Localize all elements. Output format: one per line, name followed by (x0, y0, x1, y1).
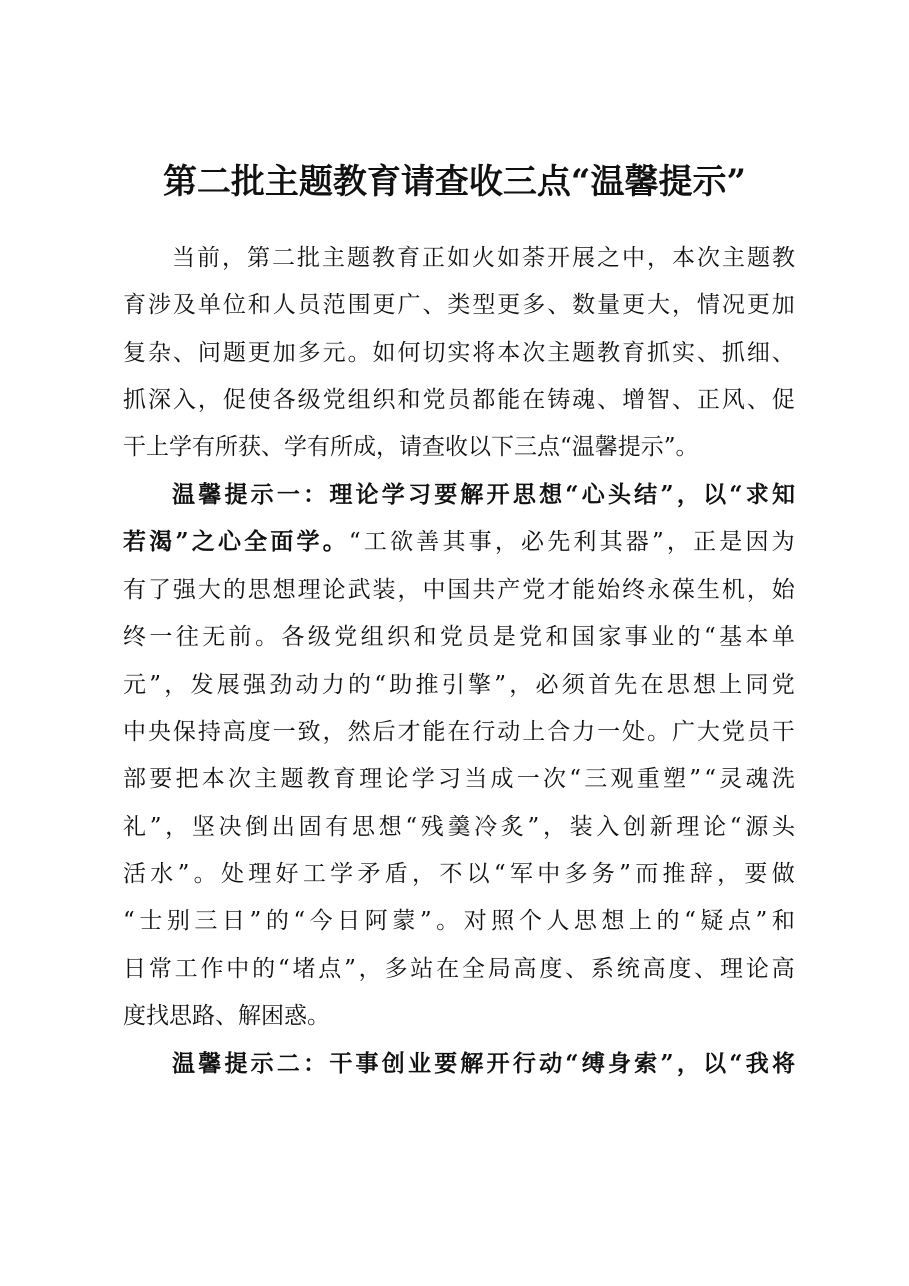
text-line (0, 996, 909, 1036)
text-line (0, 285, 909, 325)
text-line-content: 育 涉 及 单 位 和 人 员 范 围 更 广 、 类 型 更 多 、 数 量 更 大 ， 情 况 更 加 (123, 292, 795, 318)
text-line-content: 部 要 把 本 次 主 题 教 育 理 论 学 习 当 成 一 次 “ 三 观 重 塑 ” “ 灵 魂 洗 (123, 766, 795, 792)
text-line-content: 复 杂 、 问 题 更 加 多 元 。 如 何 切 实 将 本 次 主 题 教 育 抓 实 、 抓 细 、 (123, 340, 795, 366)
text-line (0, 712, 909, 752)
text-line-content: 度 找 思 路 、 解 困 惑 。 (123, 1003, 330, 1029)
text-line-content: 有 了 强 大 的 思 想 理 论 武 装 ， 中 国 共 产 党 才 能 始 终 永 葆 生 机 ， 始 (123, 577, 795, 603)
text-line (0, 380, 909, 420)
text-line (0, 759, 909, 799)
text-line (0, 475, 909, 515)
text-line-content: 日 常 工 作 中 的 “ 堵 点 ” ， 多 站 在 全 局 高 度 、 系 统 高 度 、 理 论 高 (123, 956, 795, 982)
text-line-content: 当 前 ， 第 二 批 主 题 教 育 正 如 火 如 荼 开 展 之 中 ， 本 次 主 题 教 (172, 245, 795, 271)
text-line (0, 333, 909, 373)
text-line-content: 终 一 往 无 前 。 各 级 党 组 织 和 党 员 是 党 和 国 家 事 业 的 “ 基 本 单 (123, 624, 795, 650)
text-line-content: 干 上 学 有 所 获 、 学 有 所 成 ， 请 查 收 以 下 三 点 “ 温 馨 提 示 ” 。 (123, 434, 699, 460)
text-line (0, 617, 909, 657)
text-line (0, 1044, 909, 1084)
text-line-content: 活 水 ” 。 处 理 好 工 学 矛 盾 ， 不 以 “ 军 中 多 务 ” 而 推 辞 ， 要 做 (123, 861, 795, 887)
text-line-content: 中 央 保 持 高 度 一 致 ， 然 后 才 能 在 行 动 上 合 力 一 处 。 广 大 党 员 干 (123, 719, 795, 745)
text-line (0, 427, 909, 467)
text-line (0, 807, 909, 847)
text-line (0, 901, 909, 941)
text-line (0, 238, 909, 278)
document-title: 第二批主题教育请查收三点“温馨提示” (162, 162, 747, 202)
text-line (0, 522, 909, 562)
text-line-content: 元 ” ， 发 展 强 劲 动 力 的 “ 助 推 引 擎 ” ， 必 须 首 先 在 思 想 上 同 党 (123, 672, 795, 698)
text-line (0, 949, 909, 989)
text-line-content: “ 士 别 三 日 ” 的 “ 今 日 阿 蒙 ” 。 对 照 个 人 思 想 上 的 “ 疑 点 ” 和 (123, 908, 795, 934)
text-line-content: 若 渴 ” 之 心 全 面 学 。 “ 工 欲 善 其 事 ， 必 先 利 其 器 ” ， 正 是 因 为 (123, 528, 795, 555)
text-line (0, 665, 909, 705)
text-line-content: 温 馨 提 示 二 ： 干 事 创 业 要 解 开 行 动 “ 缚 身 索 ” ， 以 “ 我 将 (172, 1050, 795, 1077)
text-line-content: 礼 ” ， 坚 决 倒 出 固 有 思 想 “ 残 羹 冷 炙 ” ， 装 入 创 新 理 论 “ 源 头 (123, 814, 795, 840)
text-line (0, 570, 909, 610)
text-line-content: 温 馨 提 示 一 ： 理 论 学 习 要 解 开 思 想 “ 心 头 结 ” ， 以 “ 求 知 (172, 481, 795, 508)
text-line-content: 抓 深 入 ， 促 使 各 级 党 组 织 和 党 员 都 能 在 铸 魂 、 增 智 、 正 风 、 促 (123, 387, 795, 413)
text-line (0, 854, 909, 894)
